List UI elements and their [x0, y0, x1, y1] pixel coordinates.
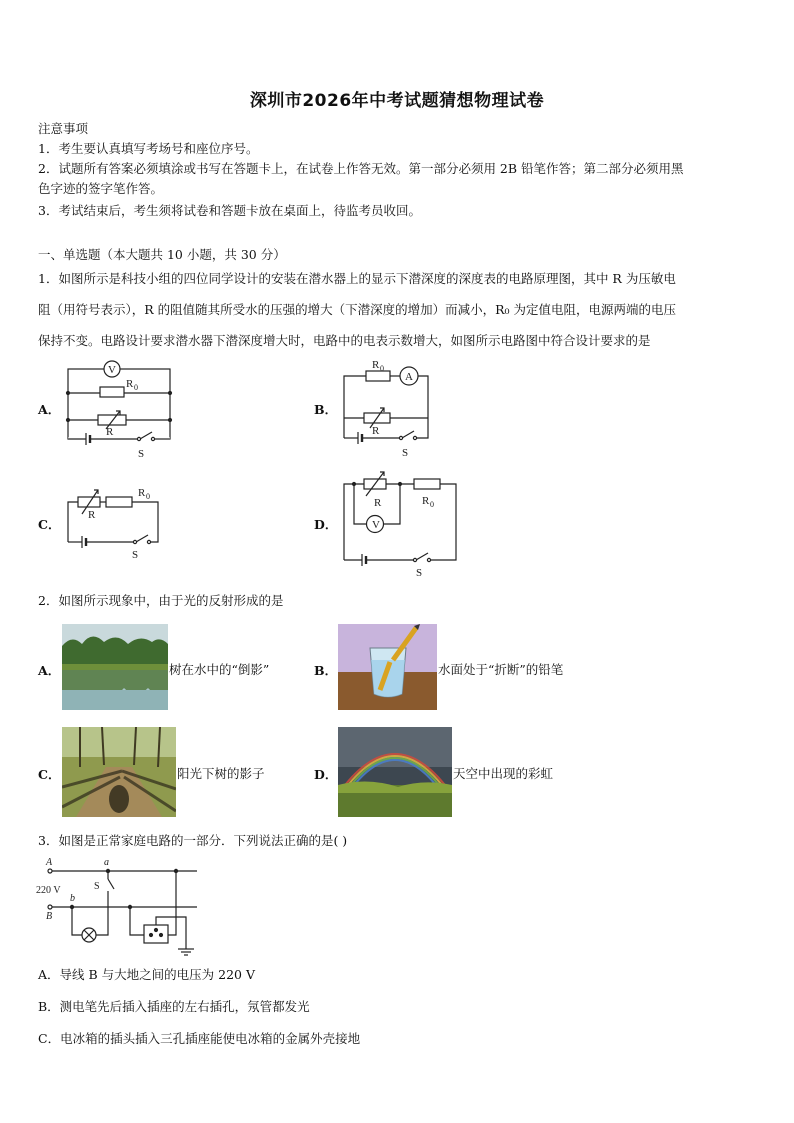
point-b-label: b	[70, 893, 75, 904]
voltmeter-label: V	[372, 519, 380, 531]
r0-label: R	[126, 378, 134, 390]
notice-item: 2．试题所有答案必须填涂或书写在答题卡上，在试卷上作答无效。第一部分必须用 2B 铅笔作答；第二部分必须用黑	[38, 161, 684, 176]
r0-subscript: 0	[134, 383, 138, 392]
notice-item: 色字迹的签字笔作答。	[38, 181, 164, 196]
q2-option-b-text: 水面处于“折断”的铅笔	[438, 662, 564, 677]
tree-shadow-photo	[62, 727, 176, 817]
notice-item: 3．考试结束后，考生须将试卷和答题卡放在桌面上，待监考员收回。	[38, 203, 421, 218]
r0-label: R	[372, 359, 380, 371]
ammeter-label: A	[405, 371, 413, 383]
r0-label: R	[422, 495, 430, 507]
switch-label: S	[416, 567, 423, 579]
r0-subscript: 0	[146, 492, 150, 501]
q1-line: 阻（用符号表示），R 的阻值随其所受水的压强的增大（下潜深度的增加）而减小，R₀ 为定值电阻，电源两端的电压	[38, 302, 677, 317]
circuit-d-diagram	[336, 470, 466, 580]
switch-label: S	[132, 549, 139, 561]
q3-stem: 3．如图是正常家庭电路的一部分．下列说法正确的是( )	[38, 833, 348, 848]
r-label: R	[374, 497, 382, 509]
circuit-b-diagram	[336, 358, 436, 463]
switch-label: S	[94, 881, 100, 892]
r-label: R	[88, 509, 96, 521]
tree-reflection-photo	[62, 624, 168, 710]
q2-option-d-text: 天空中出现的彩虹	[453, 766, 554, 781]
circuit-a-diagram	[60, 355, 180, 465]
voltage-label: 220 V	[36, 885, 61, 896]
pencil-in-water-image	[338, 624, 437, 710]
circuit-c-diagram	[60, 480, 170, 565]
r-label: R	[372, 425, 380, 437]
voltmeter-label: V	[108, 364, 116, 376]
q2-option-c-letter: C．	[38, 767, 61, 782]
q1-option-c-letter: C．	[38, 517, 61, 532]
q2-option-d-letter: D．	[314, 767, 338, 782]
q3-option-a: A．导线 B 与大地之间的电压为 220 V	[38, 967, 255, 982]
switch-label: S	[402, 447, 409, 459]
household-circuit-diagram	[32, 855, 207, 957]
r-label: R	[106, 426, 114, 438]
q1-option-b-letter: B．	[314, 402, 338, 417]
q2-stem: 2．如图所示现象中，由于光的反射形成的是	[38, 593, 284, 608]
q2-option-a-letter: A．	[38, 663, 61, 678]
point-a-label: a	[104, 857, 109, 868]
q1-option-d-letter: D．	[314, 517, 338, 532]
q2-option-b-letter: B．	[314, 663, 338, 678]
q2-option-c-text: 阳光下树的影子	[177, 766, 265, 781]
rainbow-photo	[338, 727, 452, 817]
q3-option-c: C．电冰箱的插头插入三孔插座能使电冰箱的金属外壳接地	[38, 1031, 361, 1046]
r0-subscript: 0	[430, 500, 434, 509]
section-heading: 一、单选题（本大题共 10 小题，共 30 分）	[38, 247, 286, 262]
line-b-label: B	[46, 911, 53, 922]
notice-item: 1．考生要认真填写考场号和座位序号。	[38, 141, 259, 156]
page-title: 深圳市2026年中考试题猜想物理试卷	[249, 91, 545, 111]
notice-heading: 注意事项	[38, 121, 89, 136]
switch-label: S	[138, 448, 145, 460]
q1-line: 1．如图所示是科技小组的四位同学设计的安装在潜水器上的显示下潜深度的深度表的电路原理图，其中 R 为压敏电	[38, 271, 676, 286]
q2-option-a-text: 树在水中的“倒影”	[169, 662, 270, 677]
q1-line: 保持不变。电路设计要求潜水器下潜深度增大时，电路中的电表示数增大，如图所示电路图中符合设计要求的是	[38, 333, 651, 348]
q3-option-b: B．测电笔先后插入插座的左右插孔，氖管都发光	[38, 999, 310, 1014]
q1-option-a-letter: A．	[38, 402, 61, 417]
r0-subscript: 0	[380, 364, 384, 373]
line-a-label: A	[46, 857, 53, 868]
r0-label: R	[138, 487, 146, 499]
